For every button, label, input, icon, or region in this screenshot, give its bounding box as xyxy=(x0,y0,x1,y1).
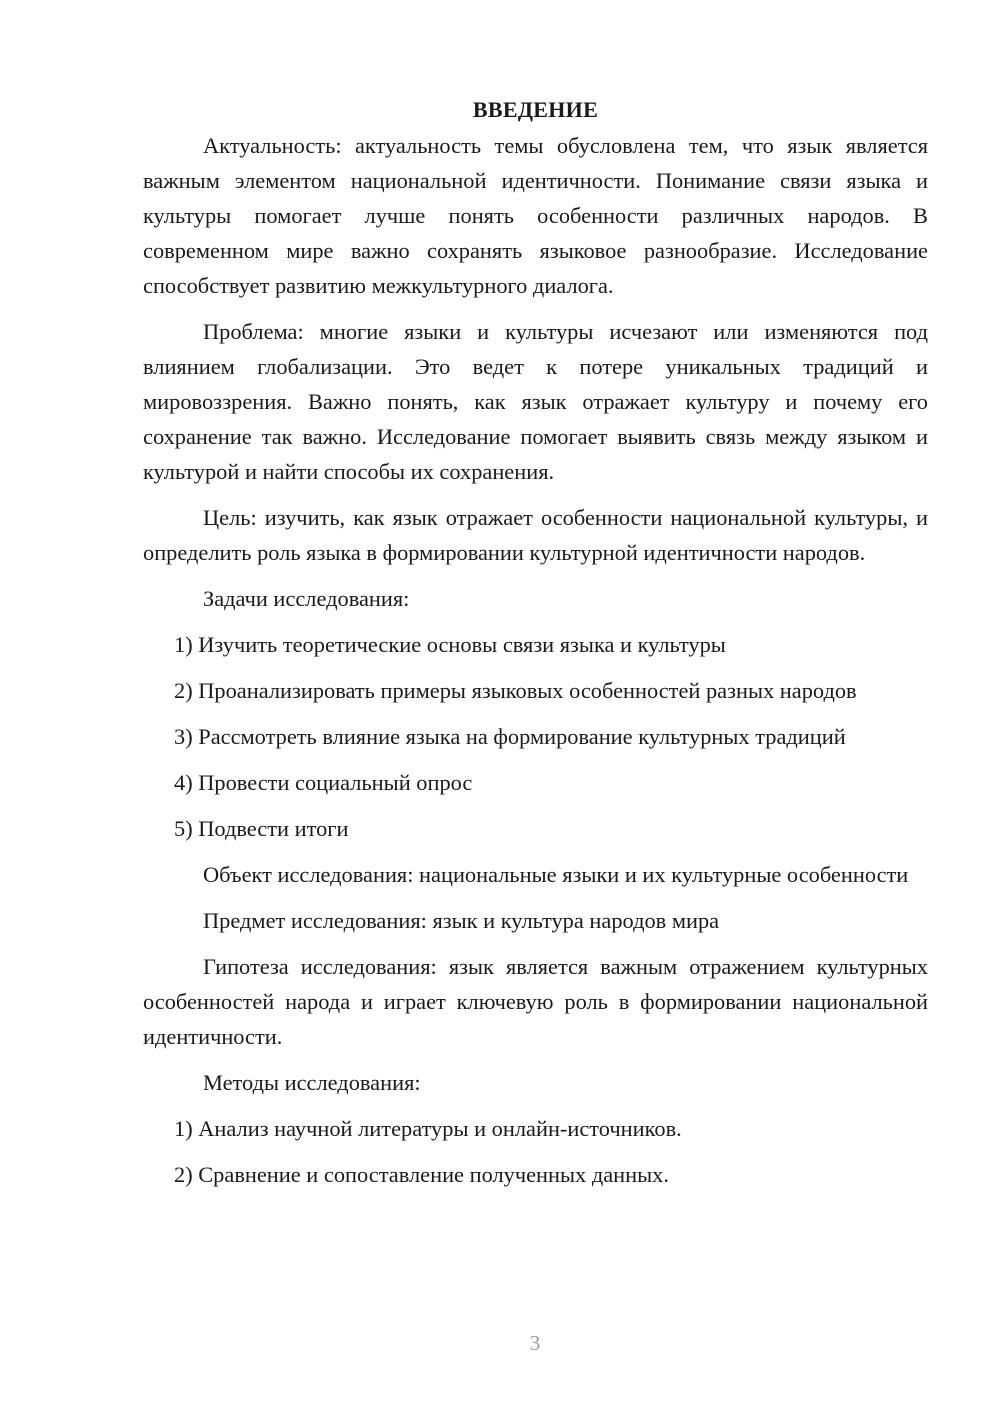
problem-paragraph: Проблема: многие языки и культуры исчезают или изменяются под влиянием глобализации. Это ведет к потере уникальных традиций и мировоззрения. Важно понять, как язык отражает культуру и почему его сохранение так важно. Исследование помогает выявить связь между языком и культурой и найти способы их сохранения. xyxy=(143,319,928,484)
tasks-heading: Задачи исследования: xyxy=(203,586,410,611)
method-item: 2) Сравнение и сопоставление полученных данных. xyxy=(174,1162,669,1187)
document-body xyxy=(143,92,928,1203)
hypothesis-paragraph: Гипотеза исследования: язык является важным отражением культурных особенностей народа и играет ключевую роль в формировании национальной идентичности. xyxy=(143,954,928,1049)
task-item: 3) Рассмотреть влияние языка на формирование культурных традиций xyxy=(174,724,846,749)
task-item: 5) Подвести итоги xyxy=(174,816,349,841)
subject-paragraph: Предмет исследования: язык и культура народов мира xyxy=(203,908,720,933)
relevance-paragraph: Актуальность: актуальность темы обусловлена тем, что язык является важным элементом национальной идентичности. Понимание связи языка и культуры помогает лучше понять особенности различных народов. В современном мире важно сохранять языковое разнообразие. Исследование способствует развитию межкультурного диалога. xyxy=(143,133,928,298)
goal-paragraph: Цель: изучить, как язык отражает особенности национальной культуры, и определить роль языка в формировании культурной идентичности народов. xyxy=(143,505,928,565)
task-item: 1) Изучить теоретические основы связи языка и культуры xyxy=(174,632,726,657)
task-item: 4) Провести социальный опрос xyxy=(174,770,473,795)
methods-heading: Методы исследования: xyxy=(203,1070,421,1095)
task-item: 2) Проанализировать примеры языковых особенностей разных народов xyxy=(174,678,857,703)
page-number: 3 xyxy=(529,1331,541,1355)
page-title: ВВЕДЕНИЕ xyxy=(472,97,599,122)
method-item: 1) Анализ научной литературы и онлайн-источников. xyxy=(174,1116,682,1141)
object-paragraph: Объект исследования: национальные языки и их культурные особенности xyxy=(203,862,909,887)
